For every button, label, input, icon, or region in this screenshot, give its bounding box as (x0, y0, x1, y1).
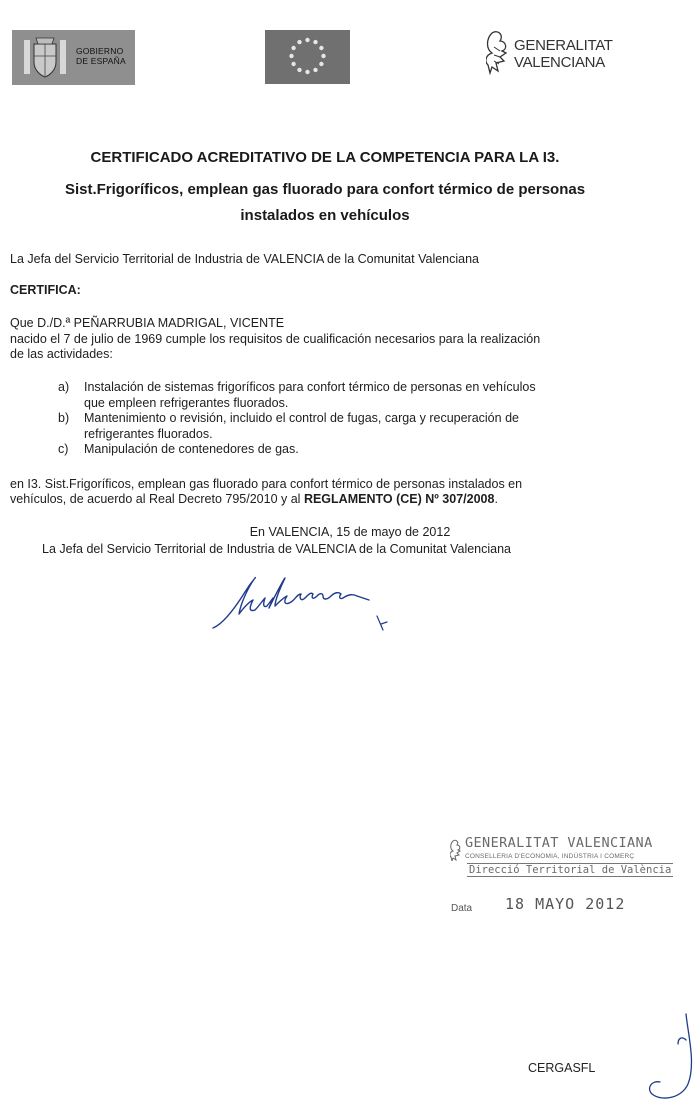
logo-gobierno-espana (12, 30, 135, 85)
stamp-date-label: Data (451, 903, 473, 914)
document-code: CERGASFL (528, 1061, 596, 1075)
stamp-title: GENERALITAT VALENCIANA (465, 835, 653, 851)
logo-generalitat-valenciana (484, 27, 614, 83)
eu-stars-icon (265, 30, 350, 84)
regulation-reference: REGLAMENTO (CE) Nº 307/2008 (303, 492, 495, 506)
list-item-text-cont: refrigerantes fluorados. (84, 426, 213, 441)
list-item-text: Instalación de sistemas frigoríficos para confort térmico de personas en vehículos (84, 380, 536, 394)
scope-line-1: en I3. Sist.Frigoríficos, emplean gas fluorado para confort térmico de personas instalados en (10, 477, 523, 491)
certifica-heading: CERTIFICA: (10, 283, 81, 297)
place-date: En VALENCIA, 15 de mayo de 2012 (249, 525, 451, 539)
logo-union-europea (265, 30, 350, 84)
logo-gobierno-label: GOBIERNO DE ESPAÑA (76, 46, 126, 66)
activities-list (58, 380, 618, 458)
list-item-marker: c) (58, 442, 69, 456)
list-item-text: Mantenimiento o revisión, incluido el control de fugas, carga y recuperación de (84, 411, 519, 425)
scope-line-2 (10, 492, 498, 507)
list-item-marker: b) (58, 411, 70, 425)
list-item (58, 380, 618, 411)
stamp-office: Direcció Territorial de València (469, 864, 672, 876)
list-item-text: Manipulación de contenedores de gas. (84, 442, 299, 456)
registration-stamp (445, 835, 672, 914)
born-line-1: nacido el 7 de julio de 1969 cumple los requisitos de cualificación necesarios para la realización (10, 332, 541, 346)
list-item (58, 442, 618, 458)
stamp-emblem-icon (450, 839, 462, 861)
list-item (58, 411, 618, 442)
issuer-line: La Jefa del Servicio Territorial de Industria de VALENCIA de la Comunitat Valenciana (10, 252, 480, 266)
list-item-text-cont: que empleen refrigerantes fluorados. (84, 395, 289, 410)
signer-line: La Jefa del Servicio Territorial de Industria de VALENCIA de la Comunitat Valenciana (42, 542, 512, 556)
logo-generalitat-label: GENERALITAT VALENCIANA (514, 37, 613, 71)
certificate-subtitle-line2: instalados en vehículos (240, 207, 410, 224)
born-line-2: de las actividades: (10, 347, 113, 361)
holder-line: Que D./D.ª PEÑARRUBIA MADRIGAL, VICENTE (10, 316, 285, 330)
scope-line-2-text: vehículos, de acuerdo al Real Decreto 795/2010 y al (10, 492, 304, 506)
certificate-title: CERTIFICADO ACREDITATIVO DE LA COMPETENCIA PARA LA I3. (90, 149, 560, 166)
handwritten-signature (205, 566, 400, 636)
list-item-marker: a) (58, 380, 70, 394)
scope-line-2-end: . (494, 492, 498, 506)
stamp-department: CONSELLERIA D'ECONOMIA, INDÚSTRIA I COMERÇ (465, 853, 635, 860)
margin-initials-mark (640, 1010, 700, 1105)
generalitat-emblem-icon (486, 29, 512, 79)
coat-of-arms-icon (22, 36, 68, 80)
certificate-subtitle-line1: Sist.Frigoríficos, emplean gas fluorado para confort térmico de personas (64, 181, 586, 198)
stamp-date-value: 18 MAYO 2012 (505, 895, 626, 913)
